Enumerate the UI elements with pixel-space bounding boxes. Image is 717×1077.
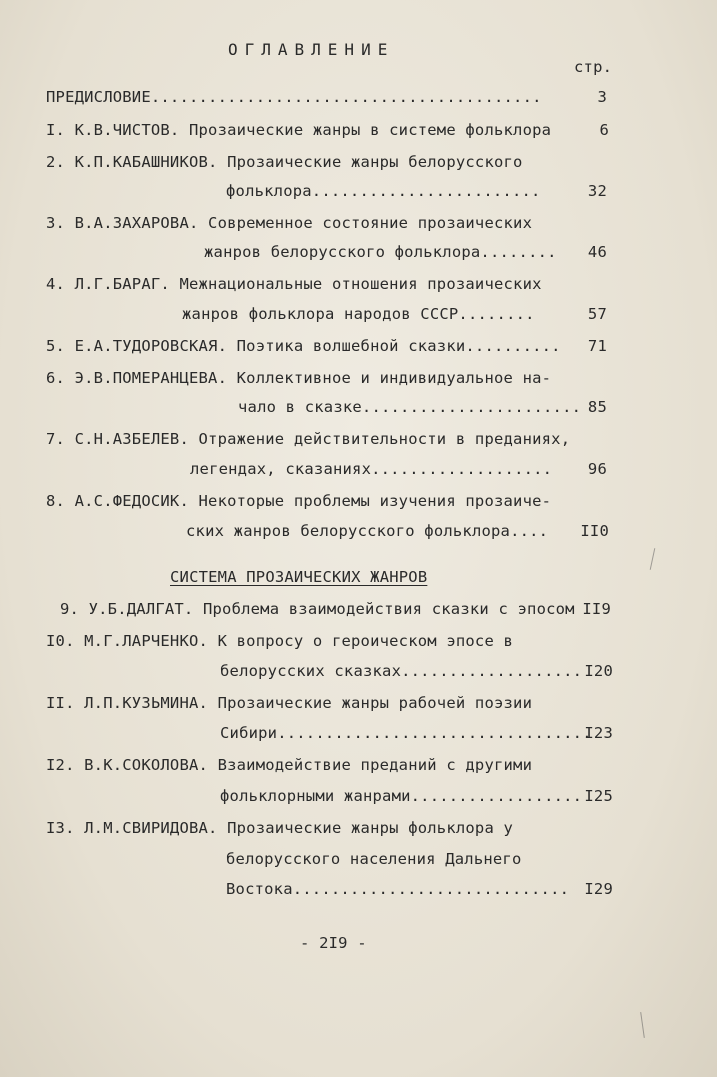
toc-entry-title: 5. Е.А.ТУДОРОВСКАЯ. Поэтика волшебной сказки.......... <box>46 337 561 355</box>
page-column-label: стр. <box>574 58 613 76</box>
footer-page-number: - 2I9 - <box>300 934 367 952</box>
toc-entry-title-cont: ских жанров белорусского фольклора.... <box>186 522 549 540</box>
toc-entry-title: 8. А.С.ФЕДОСИК. Некоторые проблемы изучения прозаиче- <box>46 492 552 510</box>
toc-entry-title: 9. У.Б.ДАЛГАТ. Проблема взаимодействия сказки с эпосом <box>60 600 575 618</box>
scan-scratch <box>640 1012 645 1038</box>
section-title: СИСТЕМА ПРОЗАИЧЕСКИХ ЖАНРОВ <box>170 568 428 586</box>
toc-entry-title-cont: фольклора........................ <box>226 182 541 200</box>
toc-entry-page: I20 <box>584 662 613 680</box>
toc-entry-title-cont: фольклорными жанрами.................. <box>220 787 583 805</box>
scan-scratch <box>650 548 656 570</box>
toc-entry-page: I25 <box>584 787 613 805</box>
toc-entry-title: II. Л.П.КУЗЬМИНА. Прозаические жанры рабочей поэзии <box>46 694 533 712</box>
toc-entry-page: 6 <box>599 121 609 139</box>
toc-entry-title-cont: Сибири................................. <box>220 724 592 742</box>
toc-entry-title: 2. К.П.КАБАШНИКОВ. Прозаические жанры белорусского <box>46 153 523 171</box>
toc-entry-title-cont: жанров белорусского фольклора........ <box>204 243 557 261</box>
toc-entry-page: I29 <box>584 880 613 898</box>
toc-entry-title: I2. В.К.СОКОЛОВА. Взаимодействие преданий с другими <box>46 756 533 774</box>
toc-entry-page: 71 <box>587 337 607 355</box>
toc-entry-title-cont: жанров фольклора народов СССР........ <box>182 305 535 323</box>
toc-entry-page: 32 <box>587 182 607 200</box>
toc-entry-title: I0. М.Г.ЛАРЧЕНКО. К вопросу о героическом эпосе в <box>46 632 514 650</box>
toc-entry-title-cont: чало в сказке....................... <box>238 398 582 416</box>
toc-entry-title-cont: легендах, сказаниях................... <box>190 460 553 478</box>
toc-entry-page: II0 <box>580 522 609 540</box>
toc-entry-title-cont: Востока............................. <box>226 880 570 898</box>
toc-entry-title: ПРЕДИСЛОВИЕ......................................... <box>46 88 542 106</box>
toc-entry-title: 3. В.А.ЗАХАРОВА. Современное состояние прозаических <box>46 214 533 232</box>
toc-entry-page: I23 <box>584 724 613 742</box>
toc-entry-title: 4. Л.Г.БАРАГ. Межнациональные отношения прозаических <box>46 275 542 293</box>
toc-entry-page: 96 <box>587 460 607 478</box>
toc-entry-title: I. К.В.ЧИСТОВ. Прозаические жанры в системе фольклора <box>46 121 552 139</box>
toc-entry-page: 3 <box>597 88 607 106</box>
toc-entry-title: I3. Л.М.СВИРИДОВА. Прозаические жанры фольклора у <box>46 819 514 837</box>
toc-entry-page: 46 <box>587 243 607 261</box>
toc-heading: ОГЛАВЛЕНИЕ <box>228 40 395 59</box>
toc-entry-page: II9 <box>582 600 611 618</box>
toc-entry-title-cont: белорусских сказках................... <box>220 662 583 680</box>
toc-entry-page: 57 <box>587 305 607 323</box>
toc-entry-page: 85 <box>587 398 607 416</box>
toc-entry-title: 7. С.Н.АЗБЕЛЕВ. Отражение действительности в преданиях, <box>46 430 571 448</box>
toc-entry-title: 6. Э.В.ПОМЕРАНЦЕВА. Коллективное и индивидуальное на- <box>46 369 552 387</box>
toc-entry-title-cont: белорусского населения Дальнего <box>226 850 522 868</box>
